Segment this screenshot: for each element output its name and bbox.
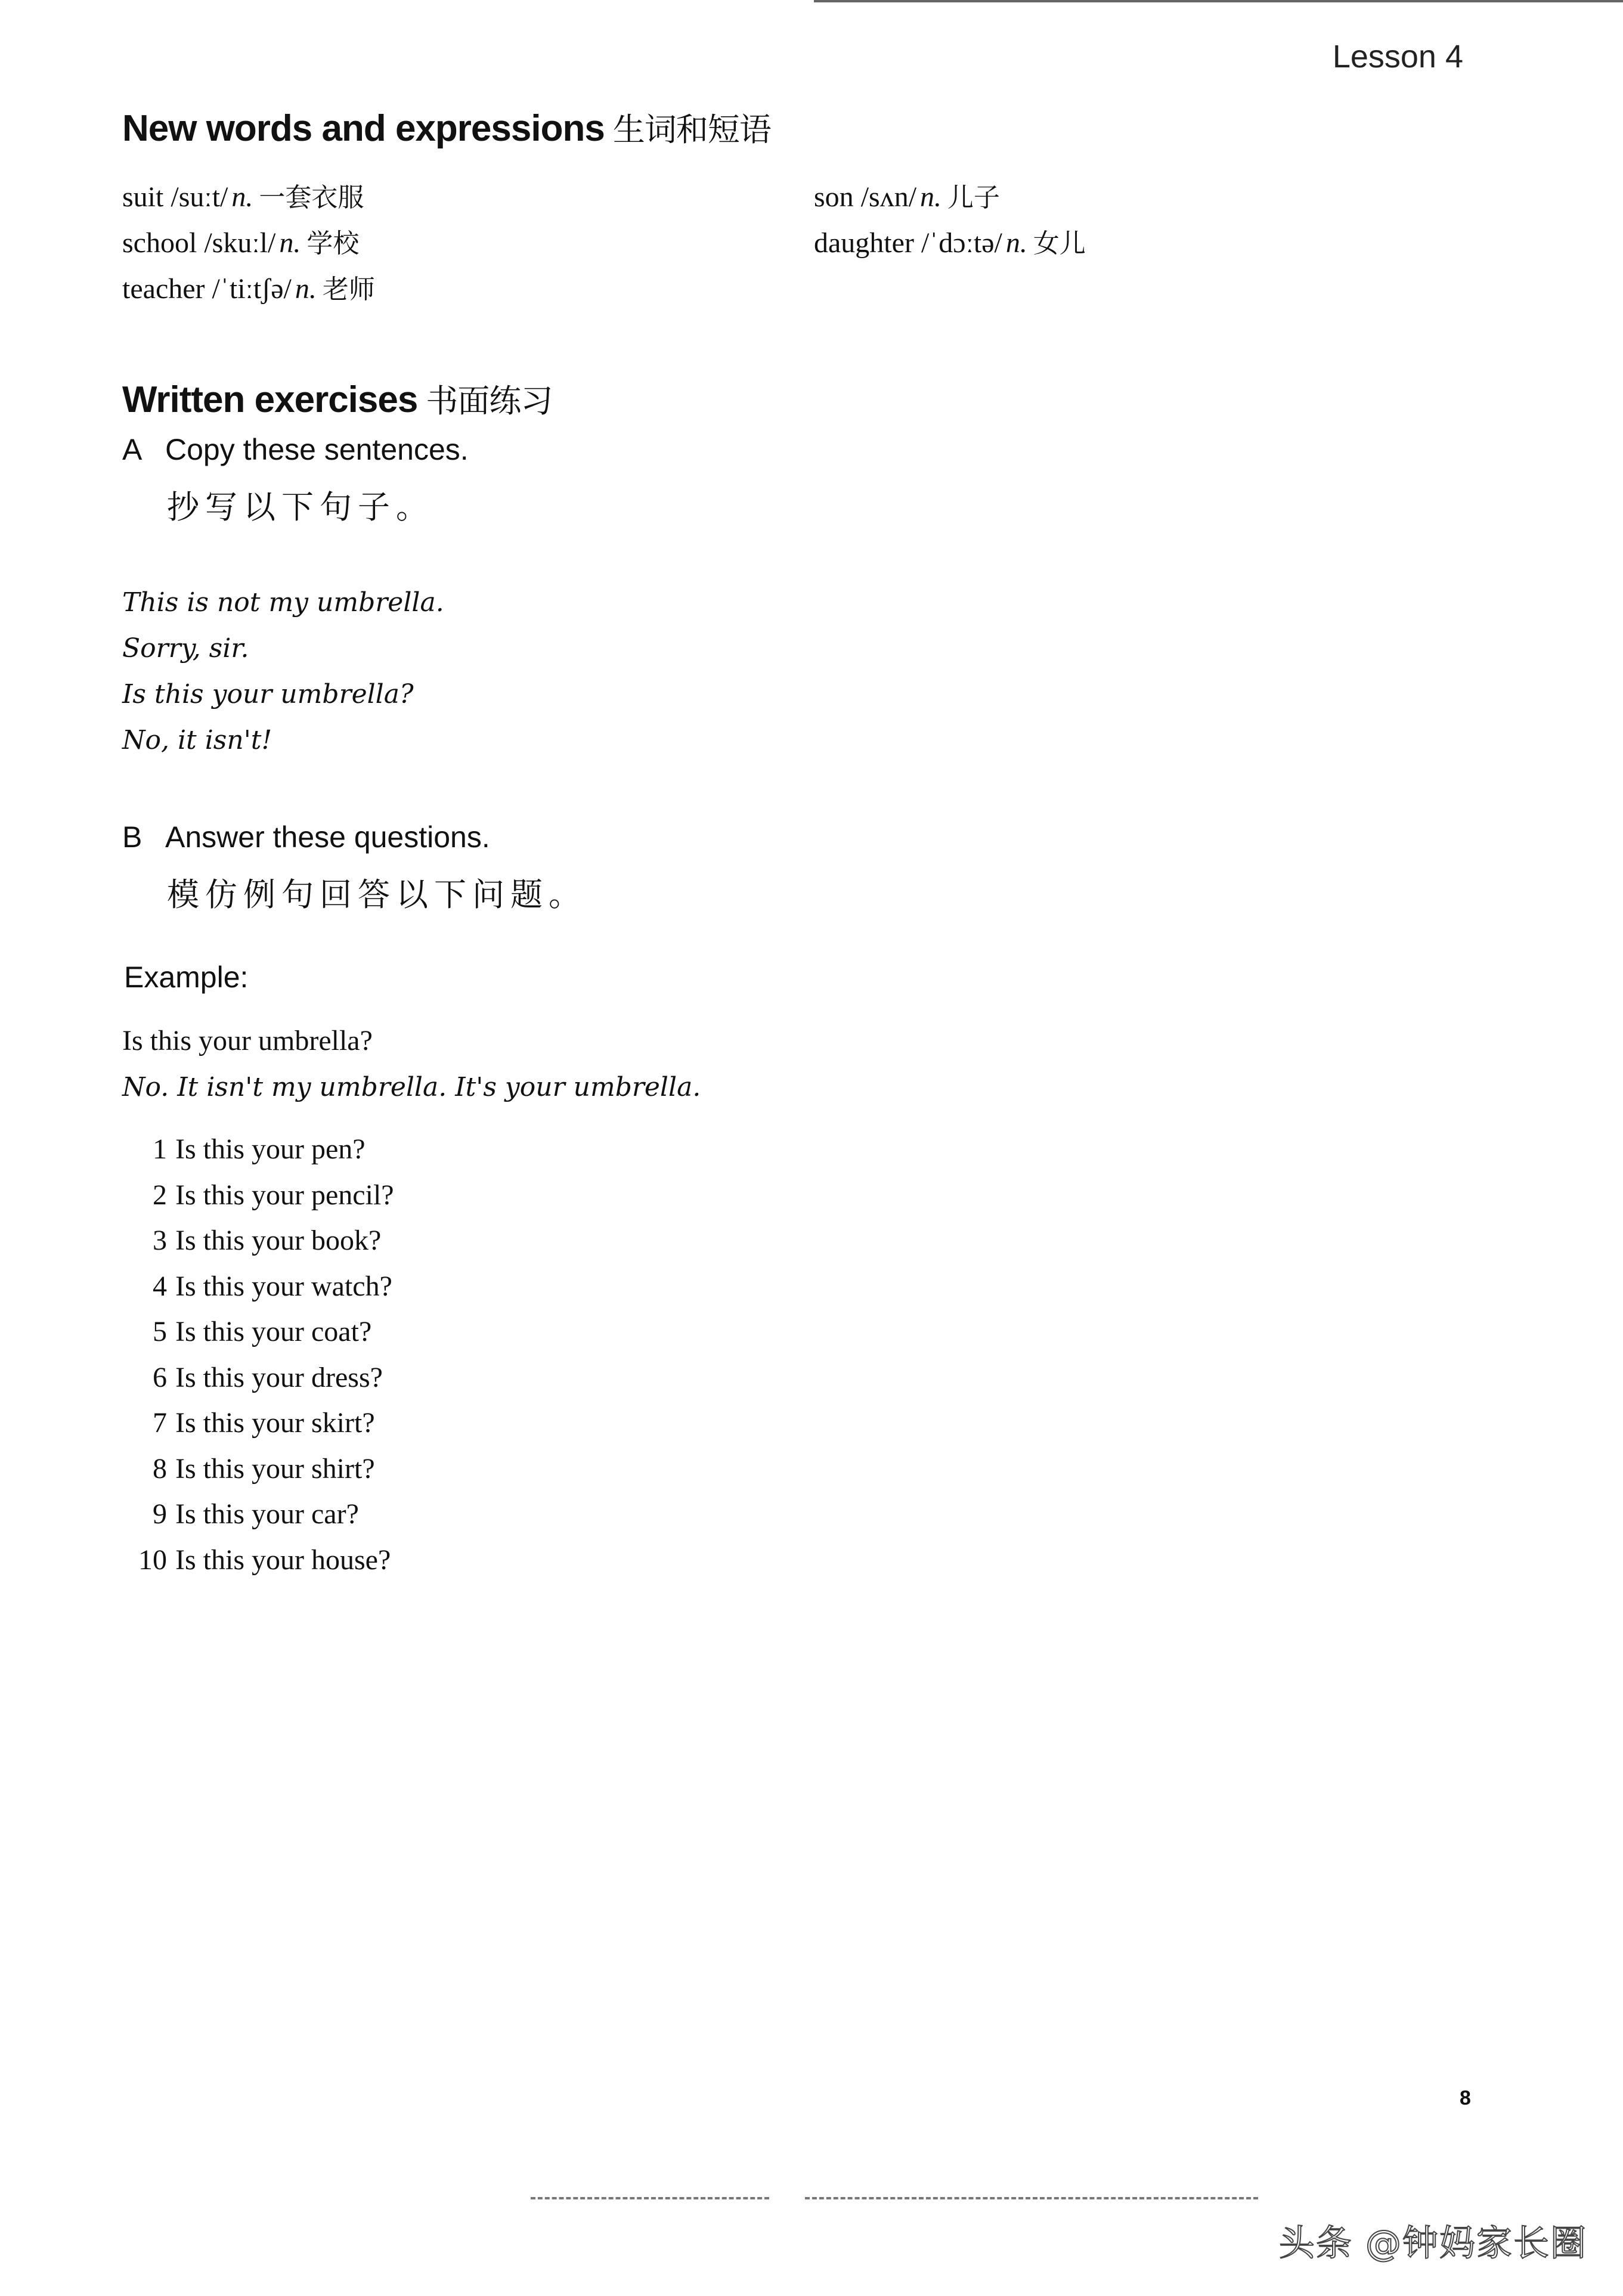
question-text: Is this your shirt? [175,1452,375,1485]
vocab-phonetic: /sʌn/ [860,181,917,213]
vocab-list-left [122,176,375,314]
question-number: 2 [153,1179,167,1211]
vocab-item [814,176,1086,222]
exercise-b-instruction-zh: 模仿例句回答以下问题。 [167,876,587,913]
vocab-pos: n. [295,273,317,305]
question-number: 7 [153,1407,167,1439]
lesson-label: Lesson 4 [1332,39,1463,75]
new-words-heading-en: New words and expressions [122,108,605,149]
question-item [122,1361,394,1407]
vocab-meaning: 儿子 [947,182,1001,213]
question-text: Is this your watch? [175,1270,392,1302]
question-number: 9 [153,1498,167,1530]
question-item [122,1498,394,1544]
written-exercises-heading-zh: 书面练习 [426,382,553,420]
exercise-a-instruction-zh: 抄写以下句子。 [167,488,434,526]
copy-sentence: Sorry, sir. [122,633,249,664]
vocab-meaning: 学校 [306,228,360,259]
bottom-scan-line [531,2197,769,2199]
vocab-word: school [122,227,197,259]
question-item [122,1179,394,1225]
question-text: Is this your house? [175,1544,391,1576]
vocab-meaning: 一套衣服 [259,182,364,213]
vocab-list-right [814,176,1086,268]
vocab-word: teacher [122,273,205,305]
question-text: Is this your dress? [175,1361,383,1393]
question-number: 4 [153,1270,167,1302]
copy-sentences [122,587,444,771]
new-words-heading-zh: 生词和短语 [612,111,771,148]
question-item [122,1270,394,1316]
vocab-phonetic: /ˈdɔːtə/ [921,227,1002,259]
question-text: Is this your pencil? [175,1179,394,1211]
question-text: Is this your skirt? [175,1407,375,1439]
exercise-b-instruction: Answer these questions. [165,820,490,854]
top-rule [814,0,1623,2]
question-text: Is this your coat? [175,1316,372,1347]
question-number: 1 [153,1133,167,1165]
vocab-item [122,176,375,222]
bottom-scan-line [805,2197,1258,2199]
question-text: Is this your car? [175,1498,359,1530]
vocab-pos: n. [1005,227,1027,259]
question-item [122,1224,394,1270]
exercise-b-title [122,820,490,854]
copy-sentence: Is this your umbrella? [122,679,414,709]
question-number: 8 [153,1452,167,1485]
question-number: 5 [153,1316,167,1347]
question-item [122,1452,394,1498]
written-exercises-heading [122,376,552,422]
vocab-word: daughter [814,227,914,259]
vocab-item [122,268,375,314]
exercise-a-title [122,432,469,467]
vocab-word: suit [122,181,164,213]
vocab-word: son [814,181,854,213]
vocab-pos: n. [231,181,253,213]
vocab-meaning: 女儿 [1033,228,1086,259]
question-number: 3 [153,1225,167,1256]
vocab-pos: n. [920,181,942,213]
vocab-phonetic: /skuːl/ [204,227,276,259]
question-text: Is this your book? [175,1225,382,1256]
question-item [122,1544,394,1589]
written-exercises-heading-en: Written exercises [122,379,418,420]
copy-sentence: No, it isn't! [122,725,272,755]
example-answer: No. It isn't my umbrella. It's your umbrella. [122,1072,701,1102]
question-text: Is this your pen? [175,1133,366,1165]
vocab-meaning: 老师 [322,274,375,305]
question-number: 6 [153,1361,167,1393]
vocab-item [122,222,375,268]
question-item [122,1406,394,1452]
question-item [122,1315,394,1361]
new-words-heading [122,104,771,150]
example-question: Is this your umbrella? [122,1025,373,1056]
example-label: Example: [124,960,249,994]
vocab-phonetic: /suːt/ [171,181,228,213]
vocab-item [814,222,1086,268]
vocab-pos: n. [279,227,301,259]
question-item [122,1133,394,1179]
copy-sentence: This is not my umbrella. [122,587,444,618]
vocab-phonetic: /ˈtiːtʃə/ [212,273,292,305]
exercise-b-letter: B [122,820,143,854]
question-number: 10 [138,1544,167,1576]
exercise-a-letter: A [122,433,143,466]
exercise-a-instruction: Copy these sentences. [165,433,469,466]
watermark: 头条 @钟妈家长圈 [1278,2223,1587,2264]
page-number: 8 [1460,2087,1471,2109]
question-list [122,1133,394,1589]
